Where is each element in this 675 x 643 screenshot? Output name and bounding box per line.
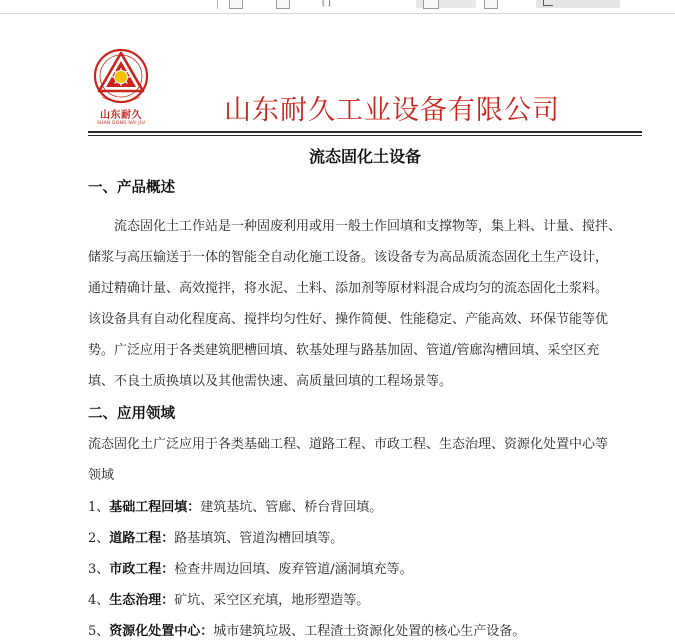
toolbar-separator bbox=[217, 0, 218, 9]
item-label: 市政工程： bbox=[109, 562, 175, 577]
paragraph-line: 领域 bbox=[88, 468, 115, 483]
single-page-icon[interactable] bbox=[423, 0, 439, 9]
item-text: 检查井周边回填、废弃管道/涵洞填充等。 bbox=[174, 562, 413, 577]
viewer-toolbar bbox=[0, 0, 675, 14]
list-item bbox=[88, 529, 343, 549]
paragraph-line: 势。广泛应用于各类建筑肥槽回填、软基处理与路基加固、管道/管廊沟槽回填、采空区充 bbox=[88, 343, 600, 358]
list-item bbox=[88, 560, 413, 580]
item-label: 生态治理： bbox=[109, 593, 175, 608]
header-rule-thin bbox=[88, 135, 642, 136]
section2-intro bbox=[88, 429, 644, 491]
header-rule-thick bbox=[88, 131, 642, 133]
page-view-icon[interactable] bbox=[229, 0, 243, 9]
logo-text-cn: 山东耐久 bbox=[100, 110, 142, 121]
list-item bbox=[88, 591, 369, 611]
bracket-icon[interactable]: [ ] bbox=[322, 0, 331, 7]
item-text: 矿坑、采空区充填，地形塑造等。 bbox=[174, 593, 370, 608]
document-title: 流态固化土设备 bbox=[308, 147, 421, 166]
logo-text-en: SHAN DONG NAI JIU bbox=[97, 121, 145, 126]
item-number: 4、 bbox=[88, 593, 110, 608]
item-number: 3、 bbox=[88, 562, 110, 577]
item-number: 5、 bbox=[88, 624, 110, 639]
item-number: 1、 bbox=[88, 500, 110, 515]
item-label: 基础工程回填： bbox=[109, 500, 201, 515]
item-label: 资源化处置中心： bbox=[109, 624, 214, 639]
paragraph-line: 填、不良土质换填以及其他需快速、高质量回填的工程场景等。 bbox=[88, 374, 453, 389]
paragraph-line: 储浆与高压输送于一体的智能全自动化施工设备。该设备专为高品质流态固化土生产设计， bbox=[88, 250, 609, 265]
paragraph-line: 流态固化土工作站是一种固废利用或用一般土作回填和支撑物等，集上料、计量、搅拌、 bbox=[88, 219, 622, 234]
company-name: 山东耐久工业设备有限公司 bbox=[224, 95, 560, 126]
list-item bbox=[88, 622, 525, 642]
paragraph-line: 通过精确计量、高效搅拌，将水泥、土料、添加剂等原材料混合成均匀的流态固化土浆料。 bbox=[88, 281, 609, 296]
item-text: 路基填筑、管道沟槽回填等。 bbox=[174, 531, 344, 546]
item-text: 城市建筑垃圾、工程渣土资源化处置的核心生产设备。 bbox=[213, 624, 526, 639]
field-marker-icon bbox=[543, 0, 553, 6]
section1-paragraph bbox=[88, 211, 644, 397]
section1-heading: 一、产品概述 bbox=[88, 180, 175, 196]
paragraph-line: 流态固化土广泛应用于各类基础工程、道路工程、市政工程、生态治理、资源化处置中心等 bbox=[88, 437, 609, 452]
two-page-icon[interactable] bbox=[484, 0, 498, 9]
company-logo bbox=[92, 47, 150, 131]
item-number: 2、 bbox=[88, 531, 110, 546]
paragraph-line: 该设备具有自动化程度高、搅拌均匀性好、操作简便、性能稳定、产能高效、环保节能等优 bbox=[88, 312, 609, 327]
list-item bbox=[88, 498, 382, 518]
item-label: 道路工程： bbox=[109, 531, 175, 546]
page-copy-icon[interactable] bbox=[276, 0, 290, 9]
section2-heading: 二、应用领域 bbox=[88, 406, 175, 422]
item-text: 建筑基坑、管廊、桥台背回填。 bbox=[200, 500, 383, 515]
logo-emblem-icon bbox=[92, 47, 150, 107]
